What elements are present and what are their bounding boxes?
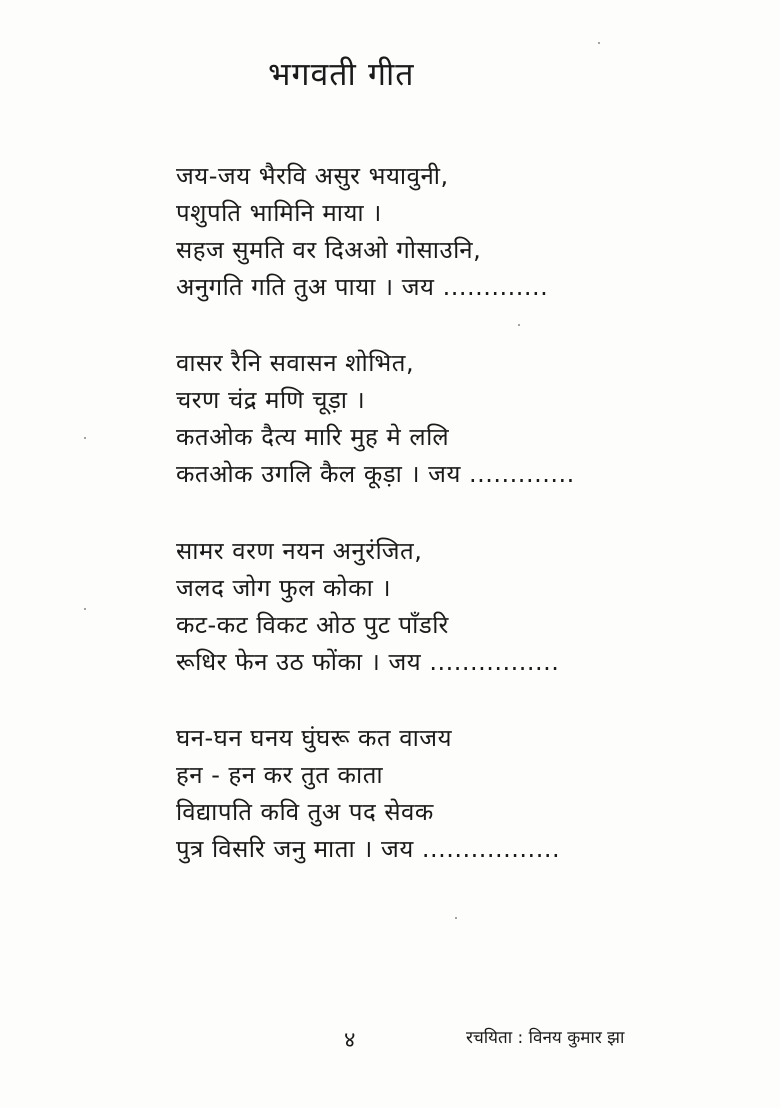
scan-speck [84,608,86,610]
verse-line: जलद जोग फुल कोका । [176,574,392,602]
verse-line: पशुपति भामिनि माया । [176,199,382,227]
scan-speck [455,917,457,919]
author-credit: रचयिता : विनय कुमार झा [466,1028,625,1048]
stanza-4 [176,720,616,868]
verse-line: विद्यापति कवि तुअ पद सेवक [176,798,434,826]
verse-line: चरण चंद्र मणि चूड़ा । [176,386,366,414]
verse-line: सहज सुमति वर दिअओ गोसाउनि, [176,236,482,264]
verse-line: जय-जय भैरवि असुर भयावुनी, [176,162,449,190]
verse-line: सामर वरण नयन अनुरंजित, [176,537,423,565]
stanza-2 [176,345,616,493]
verse-line: कतओक उगलि कैल कूड़ा । जय ............. [176,460,575,488]
verse-line: कतओक दैत्य मारि मुह मे ललि [176,423,450,451]
verse-line: अनुगति गति तुअ पाया । जय ............. [176,273,549,301]
scan-speck [518,324,520,326]
verse-line: कट-कट विकट ओठ पुट पाँडरि [176,611,449,639]
scan-speck [598,42,600,44]
verse-line: वासर रैनि सवासन शोभित, [176,349,415,377]
stanza-1 [176,158,616,306]
verse-line: घन-घन घनय घुंघरू कत वाजय [176,724,453,752]
verse-line: हन - हन कर तुत काता [176,761,384,789]
verse-line: रूधिर फेन उठ फोंका । जय ................ [176,648,560,676]
verse-line: पुत्र विसरि जनु माता । जय ................. [176,835,561,863]
scan-speck [84,437,86,439]
poem-title: भगवती गीत [268,55,415,93]
stanza-3 [176,533,616,681]
page-number: ४ [344,1028,356,1053]
